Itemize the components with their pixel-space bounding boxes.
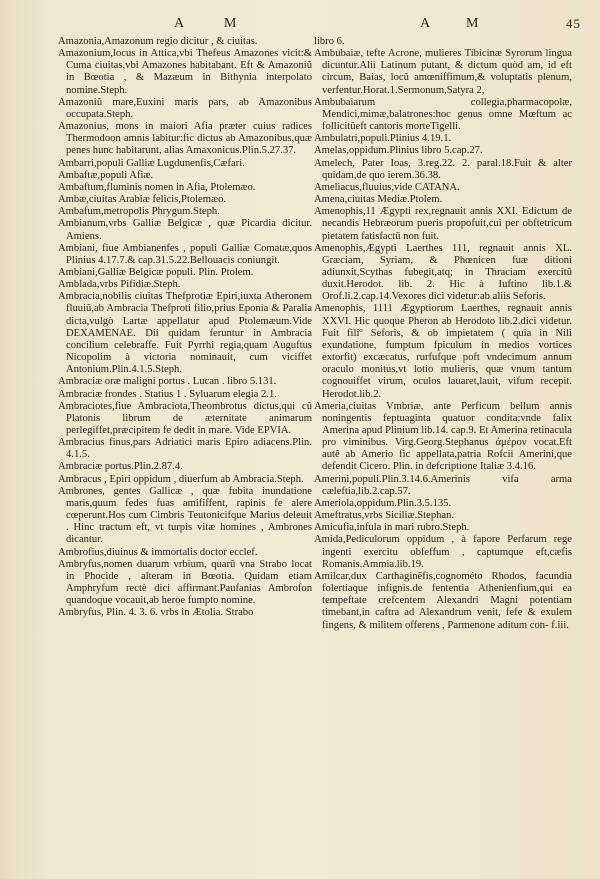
running-head: [0, 12, 600, 32]
dictionary-entry: Amida,Pediculorum oppidum , à fapore Perfarum rege ingenti exercitu obfeffum , captumque eft,cæfis Romanis.Ammia.lib.19.: [314, 534, 572, 570]
dictionary-entry: Amazonius, mons in maiori Afia præter cuius radices Thermodoon amnis labitur:fic dictus ab Amazonibus,quæ penes hunc habitarunt, alias Amaxonicus.Plin.5.27.37.: [58, 121, 312, 157]
dictionary-entry: Ameliacus,fluuius,vide CATANA.: [314, 181, 460, 193]
dictionary-entry: Amelas,oppidum.Plinius libro 5.cap.27.: [314, 145, 483, 157]
dictionary-entry: Ambubaiæ, tefte Acrone, mulieres Tibicinæ Syrorum lingua dicuntur.Alii Latinum putant, & dictum quòd am, id eft circum, Baias, locũ amœniffimum,& voluptatis plenum, verfentur.Horat.1.Sermonum,Satyra 2,: [314, 48, 572, 96]
dictionary-entry: Ambiani, fiue Ambianenfes , populi Galliæ Comatæ,quos Plinius 4.17.7.& cap.31.5.22.Bellouacis coniungit.: [58, 242, 312, 266]
dictionary-entry: Amazonium,locus in Attica,vbi Thefeus Amazones vicit:& Cuma ciuitas,vbi Amazones habitabant. Eft & Amazoniũ in Bœotia , & Mazæum in Bithynia interpolato nomine.Steph.: [58, 48, 312, 96]
page-number: 45: [566, 16, 581, 31]
dictionary-entry: Amelech, Pater Ioas, 3.reg.22. 2. paral.18.Fuit & alter quidam,de quo ierem.36.38.: [314, 157, 572, 181]
dictionary-entry: Ambracia,nobilis ciuitas Thefprotiæ Epiri,iuxta Atheronem fluuiũ,ab Ambracia Thefproti filio,prius Eponia & Paralia dicta,vulgò Lartæ appellatur apud Ptolemæum.Vide DEXAMENAE. Dii quidam feruntur in Ambracia concilium celebraffe. Fuit Pyrrhi regia,quam Auguftus Nicopolim à victoria nominauit, cum viciffet Antonium.Plin.4.1.5.Steph.: [58, 291, 312, 376]
dictionary-entry: Ambracus , Epiri oppidum , diuerfum ab Ambracia.Steph.: [58, 473, 304, 485]
dictionary-entry: Ambaftæ,populi Afiæ.: [58, 169, 154, 181]
dictionary-entry: Amilcar,dux Carthaginẽfis,cognométo Rhodos, facundia folertiaque infignis.de fententia Athenienfium,qui ea tempeftate crefcentem Alexandri Magni potentiam timebant,in caftra ad Alexandrum venit, fefe & exulem fingens, & militem offerens , Parmenone aditum con- f.iii.: [314, 570, 572, 631]
dictionary-entry: Ambraciæ portus.Plin.2.87.4.: [58, 461, 183, 473]
left-column: [58, 36, 312, 620]
dictionary-entry: Ambarri,populi Galliæ Lugdunenfis,Cæfari.: [58, 157, 245, 169]
dictionary-entry: Amazoniũ mare,Euxini maris pars, ab Amazonibus occupata.Steph.: [58, 96, 312, 120]
dictionary-entry: Ambracius finus,pars Adriatici maris Epiro adiacens.Plin. 4.1.5.: [58, 437, 312, 461]
dictionary-entry: Ambrofius,diuinus & immortalis doctor ecclef.: [58, 546, 258, 558]
dictionary-entry: Ameftratus,vrbs Siciliæ.Stephan.: [314, 510, 455, 522]
dictionary-entry: Ambraciæ oræ maligni portus . Lucan . libro 5.131.: [58, 376, 277, 388]
dictionary-entry: Amena,ciuitas Mediæ.Ptolem.: [314, 194, 443, 206]
dictionary-entry: Ambaftum,fluminis nomen in Afia, Ptolemæo.: [58, 181, 256, 193]
dictionary-entry: Ameriola,oppidum.Plin.3.5.135.: [314, 497, 452, 509]
dictionary-entry: Ambulatri,populi.Plinius 4.19.1.: [314, 133, 452, 145]
dictionary-entry: Ambrones, gentes Gallicæ , quæ fubita inundatione maris,quum fedes fuas amififfent, rapinis fe alere cœperunt.Hos cum Cimbris Teutonicifque Marius deleuit . Hinc tractum eft, vt turpis vitæ homines , Ambrones dicantur.: [58, 485, 312, 546]
dictionary-entry: Ambryfus,nomen duarum vrbium, quarũ vna Strabo locat in Phocide , alteram in Bœotia. Quidam etiam Amphryfum rectè dici affirmant.Paufanias Ambrofon quandoque vocauit,ab heroe fumpto nomine.: [58, 558, 312, 607]
dictionary-entry: Amicufia,infula in mari rubro.Steph.: [314, 522, 470, 534]
dictionary-entry: Ambraciotes,fiue Ambraciota,Theombrotus dictus,qui cũ Platonis librum de æternitate animarum perlegiffet,præcipitem fe dedit in mare. Vide EPVIA.: [58, 400, 312, 436]
dictionary-entry: Amerini,populi.Plin.3.14.6.Amerinis vifa arma cæleftia,lib.2.cap.57.: [314, 473, 572, 497]
running-head-left-letter-a: A: [174, 16, 186, 31]
dictionary-entry: Ambafum,metropolis Phrygum.Steph.: [58, 206, 220, 218]
running-head-left-letter-m: M: [224, 16, 238, 31]
dictionary-entry: Ameria,ciuitas Vmbriæ, ante Perficum bellum annis noningentis feptuaginta quatuor condita:vnde falix Amerina apud Plinium lib.14. cap.9. Et Amerina retinacula pro viminibus. Virg.Georg.Stephanus ἀμέρον vocat.Eft autẽ ab Amerio fic appellata,patria Rofcii Amerini,que defendit Cicero. Plin. in defcriptione Italiæ 3.4.16.: [314, 400, 572, 473]
dictionary-entry: Amenophis,11 Ægypti rex,regnauit annis XXI. Edictum de necandis Hebræorum pueris propofuit,cui per obftetricum pietatem fatisfactũ non fuit.: [314, 206, 572, 242]
dictionary-entry: Amenophis, 1111 Ægyptiorum Laerthes, regnauit annis XXVI. Hic quoque Pheron ab Herodoto lib.2.dici videtur. Fuit filiº Seforis, & ob impietatem ( quia in Nili exundatione, fumptum fpiculum in medios vortices extorfit) excæcatus, rurfufque poft vndecimum annum oraculo monitus,vt lotio mulieris, quæ vnum tantum cognouiffet virum, oculos lauaret,lauit, vifum recepit. Herodot.lib.2.: [314, 303, 572, 400]
dictionary-entry: Ambubaiarum collegia,pharmacopolæ, Mendici,mimæ,balatrones:hoc genus omne Mœftum ac follicitũeft cantoris morteTigelli.: [314, 96, 572, 133]
dictionary-entry: Amazonia,Amazonum regio dicitur , & ciuitas.: [58, 36, 258, 47]
right-column: [314, 36, 572, 632]
dictionary-entry: Ambæ,ciuitas Arabiæ felicis,Ptolemæo.: [58, 194, 227, 206]
dictionary-entry: Ambraciæ frondes . Statius 1 . Syluarum elegia 2.1.: [58, 388, 277, 400]
running-head-right-letter-a: A: [420, 16, 432, 31]
dictionary-entry: Ambianum,vrbs Galliæ Belgicæ , quæ Picardia dicitur. Amiens.: [58, 218, 312, 242]
running-head-right-letter-m: M: [466, 16, 480, 31]
dictionary-entry: Ambiani,Galliæ Belgicæ populi. Plin. Ptolem.: [58, 266, 254, 278]
dictionary-entry: Amenophis,Ægypti Laerthes 111, regnauit annis XL. Græciam, Syriam, & Phœnicen fuæ ditioni adiunxit,Scythas fubegit,atq; in Thraciam exercitũ duxit.Herodot. lib. 2. Hic à Iuftino lib.1.& Orof.li.2.cap.14.Vexores dici videtur:ab aliis Seforis.: [314, 242, 572, 303]
dictionary-entry: libro 6.: [314, 36, 345, 47]
dictionary-entry: Amblada,vrbs Pifidiæ.Steph.: [58, 279, 181, 291]
dictionary-entry: Ambryfus, Plin. 4. 3. 6. vrbs in Ætolia. Strabo: [58, 607, 254, 619]
